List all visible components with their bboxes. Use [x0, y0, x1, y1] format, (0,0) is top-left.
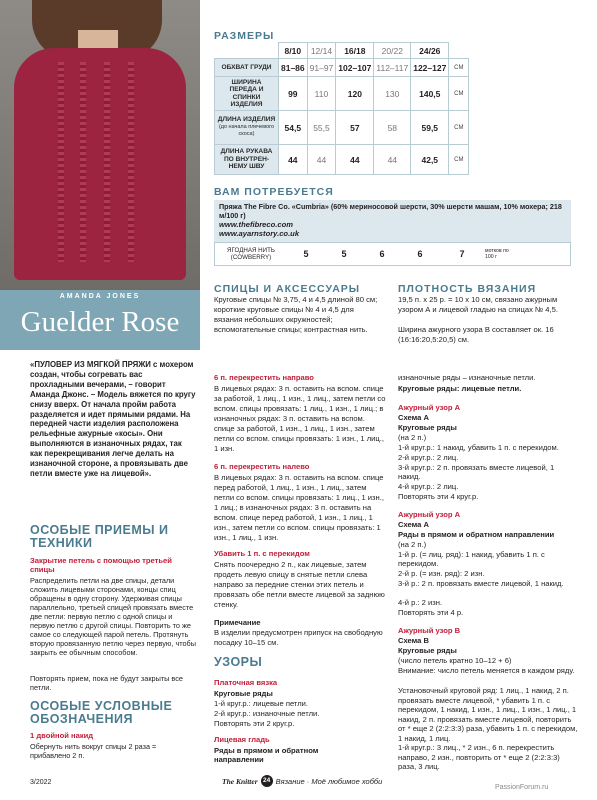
col3-text: 4-й круг.р.: 2 лиц.: [398, 482, 459, 491]
gauge-text: 19,5 п. х 25 р. = 10 х 10 см, связано ажурным узором А и лицевой гладью на спицах № 4,5.: [398, 295, 558, 314]
cell: 58: [374, 111, 411, 145]
page-number: 24: [261, 775, 273, 787]
brand-name: The Knitter: [222, 776, 258, 786]
cell: 44: [279, 145, 308, 175]
skein-count: 5: [303, 249, 309, 259]
techniques-text: Распределить петли на две спицы, детали сложить лицевыми сторонами, концы спиц обращены в одну сторону. Удерживая спицы параллельно, третьей спицей провязать вместе две петли: первую петлю с одной спицы и первую петлю с другой спицы. Повторить то же самое со следующей парой петель. Протянуть вторую провязанную петлю через первую, чтобы закрыть ее обычным способом.: [30, 576, 196, 657]
col3-text: (на 2 п.): [398, 540, 427, 549]
tools-text: Круговые спицы № 3,75, 4 и 4,5 длиной 80 см; короткие круговые спицы № 4 и 4,5 для вязания небольших окружностей; вспомогательные спицы; контрастная нить.: [214, 295, 378, 334]
unit: СМ: [449, 145, 469, 175]
col3-text: Схема А: [398, 413, 429, 422]
col2-heading: 6 п. перекрестить направо: [214, 373, 314, 382]
unit: СМ: [449, 59, 469, 77]
patterns-title: УЗОРЫ: [214, 655, 263, 669]
cell: 42,5: [411, 145, 449, 175]
col3-text: 1-й круг.р.: 3 лиц., * 2 изн., 6 п. перекрестить направо, 2 изн., повторить от * еще 2 (2:2:3:3) раза, 3 лиц.: [398, 743, 560, 772]
cell: 140,5: [411, 77, 449, 111]
col2-text: В лицевых рядах: 3 п. оставить на вспом. спице перед работой, 1 лиц., 1 изн., 1 лиц., затем петли со вспом. спицы провязать: 1 лиц., 1 изн., 1 лиц.; в изнаночных рядах: 3 п. оставить на вспом. спице перед работой, 1 изн., 1 лиц., 1 изн., затем петли со вспом. спицы провязать: 1 изн., 1 лиц., 1 изн.: [214, 473, 384, 542]
cable-stripe: [104, 62, 110, 262]
page-title: Guelder Rose: [20, 306, 180, 338]
row-sublabel: (до начала плечевого скоса): [218, 123, 275, 138]
col2-text: Ряды в прямом и обратном направлении: [214, 746, 319, 765]
col2-text: 1-й круг.р.: лицевые петли.: [214, 699, 309, 708]
row-label: ОБХВАТ ГРУДИ: [215, 59, 279, 77]
col3-text: 3-й р.: 2 п. провязать вместе лицевой, 1 накид.: [398, 579, 564, 588]
cable-stripe: [128, 62, 134, 262]
yarn-quantity-row: [214, 242, 571, 266]
col2-text: Круговые ряды: [214, 689, 273, 698]
col3-text: Повторять эти 4 круг.р.: [398, 492, 479, 501]
col3-heading: Ажурный узор В: [398, 626, 461, 635]
techniques-sub: Закрытие петель с помощью третьей спицы: [30, 556, 172, 575]
table-corner: [449, 43, 469, 59]
col3-text: Внимание: число петель меняется в каждом ряду.: [398, 666, 575, 675]
footer-brand: [222, 775, 382, 787]
skein-count: 7: [459, 249, 465, 259]
abbr-text: Обернуть нить вокруг спицы 2 раза = прибавлено 2 п.: [30, 742, 157, 760]
gauge-text: Ширина ажурного узора В составляет ок. 16 (16:16:20,5:20,5) см.: [398, 325, 554, 344]
cell: 110: [307, 77, 336, 111]
col3-text: 1-й круг.р.: 1 накид, убавить 1 п. с перекидом.: [398, 443, 559, 452]
yarn-text: Пряжа The Fibre Co. «Cumbria» (60% мериносовой шерсти, 30% шерсти машам, 10% мохера; 218 м/100 г): [219, 202, 562, 220]
col2-text: В лицевых рядах: 3 п. оставить на вспом. спице за работой, 1 лиц., 1 изн., 1 лиц., затем петли со вспом. спицы провязать: 1 лиц., 1 изн., 1 лиц.; в изнаночных рядах: 3 п. оставить на вспом. спице за работой, 1 изн., 1 лиц., 1 изн., затем петли со вспом. спицы провязать: 1 изн., 1 лиц., 1 изн.: [214, 384, 386, 453]
row-label: ДЛИНА РУКАВА ПО ВНУТРЕН-НЕМУ ШВУ: [215, 145, 279, 175]
cell: 91–97: [307, 59, 336, 77]
col2-text: Снять поочередно 2 п., как лицевые, затем продеть левую спицу в снятые петли слева направо за передние стенки этих петель и провязать обе петли вместе лицевой за заднюю стенку.: [214, 560, 385, 609]
gauge-title: ПЛОТНОСТЬ ВЯЗАНИЯ: [398, 283, 537, 295]
cell: 102–107: [336, 59, 374, 77]
cell: 112–117: [374, 59, 411, 77]
size-col: 8/10: [279, 43, 308, 59]
watermark: PassionForum.ru: [495, 784, 549, 791]
cable-stripe: [58, 62, 64, 262]
col3-text: Круговые ряды: лицевые петли.: [398, 384, 522, 393]
cell: 81–86: [279, 59, 308, 77]
cell: 122–127: [411, 59, 449, 77]
col3-heading: Ажурный узор А: [398, 510, 461, 519]
cell: 44: [336, 145, 374, 175]
size-col: 20/22: [374, 43, 411, 59]
col3-text: 4-й р.: 2 изн.: [398, 598, 443, 607]
note-text: В изделии предусмотрен припуск на свободную посадку 10–15 см.: [214, 628, 383, 647]
cell: 54,5: [279, 111, 308, 145]
abbr-title: ОСОБЫЕ УСЛОВНЫЕ ОБОЗНАЧЕНИЯ: [30, 699, 173, 726]
col2-heading: Лицевая гладь: [214, 735, 270, 744]
yarn-box: [214, 200, 571, 242]
cable-stripe: [80, 62, 86, 262]
issue-number: 3/2022: [30, 779, 52, 786]
col2-text: Повторять эти 2 круг.р.: [214, 719, 295, 728]
cell: 130: [374, 77, 411, 111]
unit: СМ: [449, 77, 469, 111]
cell: 55,5: [307, 111, 336, 145]
cell: 99: [279, 77, 308, 111]
col2-heading: 6 п. перекрестить налево: [214, 462, 310, 471]
skein-count: 6: [379, 249, 385, 259]
cell: 44: [374, 145, 411, 175]
col3-text: Круговые ряды: [398, 423, 457, 432]
col3-text: Схема В: [398, 636, 429, 645]
col3-text: Повторять эти 4 р.: [398, 608, 464, 617]
skein-unit: мотков по 100 г: [485, 248, 509, 260]
author-name: AMANDA JONES: [59, 293, 141, 300]
col3-text: Установочный круговой ряд: 1 лиц., 1 накид, 2 п. провязать вместе лицевой, * убавить 1 п. с перекидом, 1 накид, 1 изн., 1 лиц., 1 изн., 1 лиц., 1 накид, 2 п. провязать вместе лицевой, повторить от * еще 2 (2:2:3:3) раза, убавить 1 п. с перекидом, 1 накид, 1 лиц.: [398, 686, 578, 743]
product-photo: [0, 0, 200, 290]
tagline: Вязание · Моё любимое хобби: [275, 776, 383, 786]
cell: 57: [336, 111, 374, 145]
col3-text: 3-й круг.р.: 2 п. провязать вместе лицевой, 1 накид.: [398, 463, 555, 482]
cell: 44: [307, 145, 336, 175]
row-label: [215, 111, 279, 145]
col3-text: (на 2 п.): [398, 433, 427, 442]
unit: СМ: [449, 111, 469, 145]
cell: 59,5: [411, 111, 449, 145]
skein-count: 6: [417, 249, 423, 259]
row-label: ШИРИНА ПЕРЕДА И СПИНКИ ИЗДЕЛИЯ: [215, 77, 279, 111]
col2-text: 2-й круг.р.: изнаночные петли.: [214, 709, 320, 718]
col2-heading: Платочная вязка: [214, 678, 278, 687]
techniques-title: ОСОБЫЕ ПРИЕМЫ И ТЕХНИКИ: [30, 523, 169, 550]
color-label: ЯГОДНАЯ НИТЬ (COWBERRY): [227, 247, 275, 261]
abbr-sub: 1 двойной накид: [30, 731, 94, 740]
note-heading: Примечание: [214, 618, 261, 627]
col3-text: 2-й р. (= изн. ряд): 2 изн.: [398, 569, 485, 578]
col3-text: Схема А: [398, 520, 429, 529]
sweater-image: [14, 48, 186, 280]
yarn-url[interactable]: www.ayarnstory.co.uk: [219, 229, 300, 239]
tools-title: СПИЦЫ И АКСЕССУАРЫ: [214, 283, 361, 295]
col3-text: изнаночные ряды – изнаночные петли.: [398, 373, 536, 382]
sizes-title: РАЗМЕРЫ: [214, 30, 275, 42]
col3-text: Ряды в прямом и обратном направлении: [398, 530, 555, 539]
col3-text: (число петель кратно 10–12 + 6): [398, 656, 512, 665]
size-col: 24/26: [411, 43, 449, 59]
cell: 120: [336, 77, 374, 111]
col2-heading: Убавить 1 п. с перекидом: [214, 549, 310, 558]
col3-text: 2-й круг.р.: 2 лиц.: [398, 453, 459, 462]
size-col: 16/18: [336, 43, 374, 59]
row-label-main: ДЛИНА ИЗДЕЛИЯ: [217, 116, 276, 124]
col3-text: Круговые ряды: [398, 646, 457, 655]
col3-text: 1-й р. (= лиц. ряд): 1 накид, убавить 1 п. с перекидом.: [398, 550, 545, 569]
intro-quote: «ПУЛОВЕР ИЗ МЯГКОЙ ПРЯЖИ с мохером создан, чтобы согревать вас прохладными вечерами, – говорит Аманда Джонс. – Модель вяжется по кругу снизу вверх. От начала пройм работа разделяется и идет прямыми рядами. На передней части изделия расположена рельефные ажурные «косы». Они выполняются в изнаночных рядах, так как перекрещивания легче делать на изнаночной стороне, а провязывать две петли вместе уже на лицевой».: [30, 360, 196, 478]
col3-heading: Ажурный узор А: [398, 403, 461, 412]
techniques-text2: Повторять прием, пока не будут закрыты все петли.: [30, 674, 183, 692]
need-title: ВАМ ПОТРЕБУЕТСЯ: [214, 186, 334, 198]
yarn-url[interactable]: www.thefibreco.com: [219, 220, 293, 230]
skein-count: 5: [341, 249, 347, 259]
sizes-table: [214, 42, 469, 175]
size-col: 12/14: [307, 43, 336, 59]
table-corner: [215, 43, 279, 59]
